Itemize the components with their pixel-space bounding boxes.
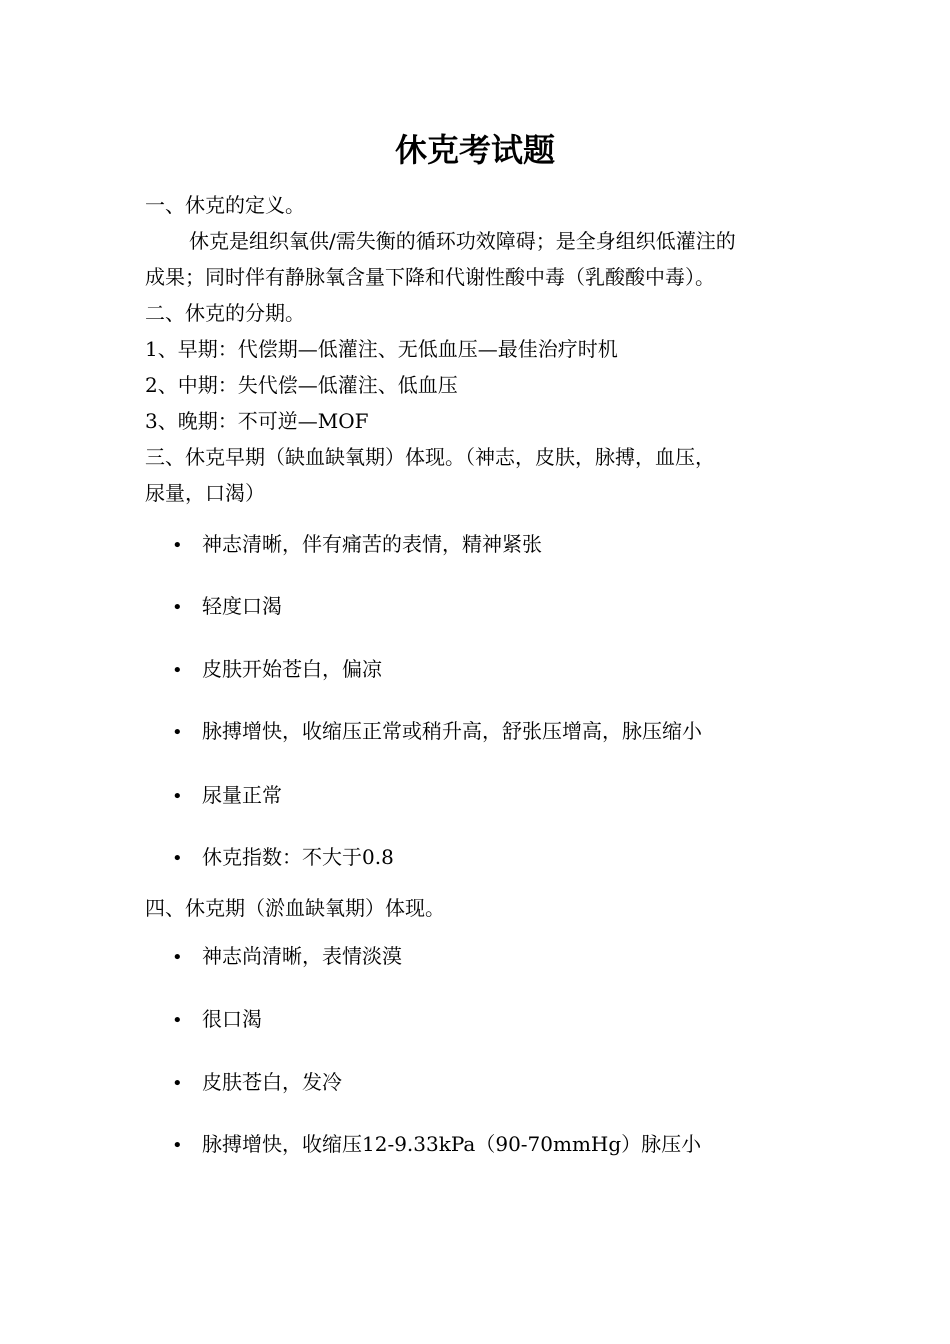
- stage-late: 3、晚期：不可逆—MOF: [145, 409, 369, 433]
- section-heading-early-signs-continued: 尿量，口渴）: [145, 481, 265, 505]
- list-item: [172, 842, 822, 874]
- list-item: [172, 654, 822, 686]
- bullet-icon: •: [172, 722, 183, 743]
- list-item-text: 神志清晰，伴有痛苦的表情，精神紧张: [202, 532, 542, 556]
- list-item-text: 休克指数：不大于0.8: [202, 845, 394, 869]
- list-item-text: 皮肤开始苍白，偏凉: [202, 657, 382, 681]
- list-item: [172, 591, 822, 623]
- bullet-icon: •: [172, 597, 183, 618]
- stage-middle: 2、中期：失代偿—低灌注、低血压: [145, 373, 458, 397]
- bullet-icon: •: [172, 786, 183, 807]
- list-item: [172, 1004, 822, 1036]
- section-heading-early-signs: 三、休克早期（缺血缺氧期）体现。（神志，皮肤，脉搏，血压，: [145, 445, 715, 469]
- list-item-text: 皮肤苍白，发冷: [202, 1070, 342, 1094]
- bullet-icon: •: [172, 848, 183, 869]
- section-heading-definition: 一、休克的定义。: [145, 193, 305, 217]
- bullet-icon: •: [172, 535, 183, 556]
- list-item-text: 脉搏增快，收缩压正常或稍升高，舒张压增高，脉压缩小: [202, 719, 702, 743]
- bullet-icon: •: [172, 1135, 183, 1156]
- list-item-text: 轻度口渴: [202, 594, 282, 618]
- list-item: [172, 1129, 822, 1161]
- list-item: [172, 941, 822, 973]
- section-heading-shock-signs: 四、休克期（淤血缺氧期）体现。: [145, 896, 445, 920]
- list-item: [172, 529, 822, 561]
- bullet-icon: •: [172, 1073, 183, 1094]
- bullet-icon: •: [172, 660, 183, 681]
- list-item-text: 尿量正常: [202, 783, 282, 807]
- list-item-text: 神志尚清晰，表情淡漠: [202, 944, 402, 968]
- stage-early: 1、早期：代偿期—低灌注、无低血压—最佳治疗时机: [145, 337, 618, 361]
- list-item: [172, 780, 822, 812]
- document-title: 休克考试题: [394, 131, 555, 169]
- bullet-icon: •: [172, 1010, 183, 1031]
- list-item: [172, 716, 822, 748]
- bullet-icon: •: [172, 947, 183, 968]
- definition-paragraph-line-2: 成果；同时伴有静脉氧含量下降和代谢性酸中毒（乳酸酸中毒）。: [145, 265, 715, 289]
- section-heading-stages: 二、休克的分期。: [145, 301, 305, 325]
- list-item: [172, 1067, 822, 1099]
- definition-paragraph-line-1: 休克是组织氧供/需失衡的循环功效障碍；是全身组织低灌注的: [189, 229, 736, 253]
- list-item-text: 很口渴: [202, 1007, 262, 1031]
- list-item-text: 脉搏增快，收缩压12-9.33kPa（90-70mmHg）脉压小: [202, 1132, 702, 1156]
